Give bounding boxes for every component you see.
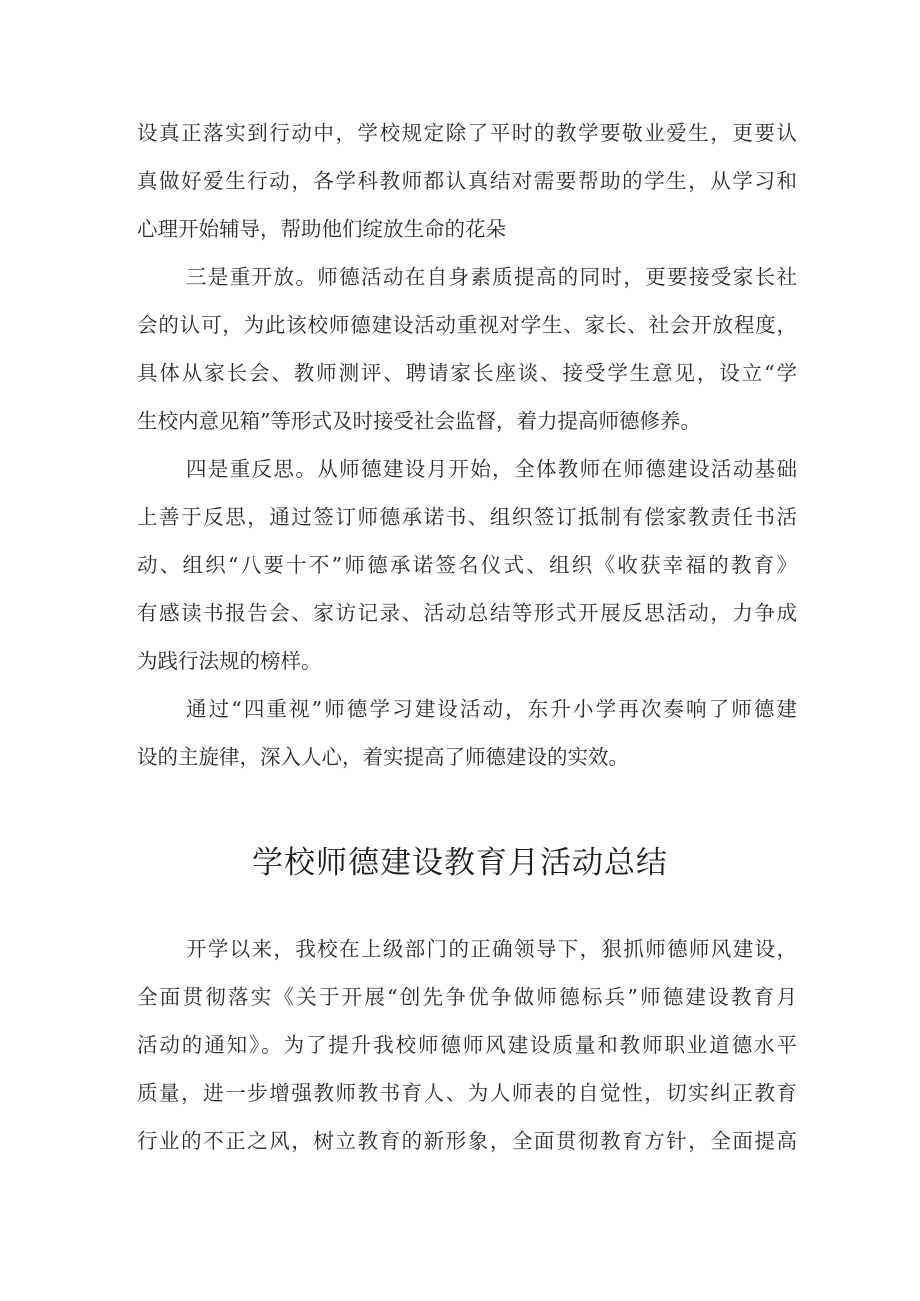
paragraph-line: 会的认可，为此该校师德建设活动重视对学生、家长、社会开放程度， — [137, 313, 797, 337]
paragraph-line: 全面贯彻落实《关于开展“创先争优争做师德标兵”师德建设教育月 — [137, 985, 797, 1009]
paragraph-line: 活动的通知》。为了提升我校师德师风建设质量和教师职业道德水平 — [137, 1033, 797, 1057]
paragraph-line: 设的主旋律，深入人心，着实提高了师德建设的实效。 — [137, 745, 629, 769]
paragraph-line: 质量，进一步增强教师教书育人、为人师表的自觉性，切实纠正教育 — [137, 1081, 797, 1105]
paragraph-line: 行业的不正之风，树立教育的新形象，全面贯彻教育方针，全面提高 — [137, 1129, 797, 1153]
paragraph-line: 心理开始辅导，帮助他们绽放生命的花朵 — [137, 217, 506, 241]
paragraph-line: 开学以来，我校在上级部门的正确领导下，狠抓师德师风建设， — [186, 937, 797, 961]
paragraph-line: 有感读书报告会、家访记录、活动总结等形式开展反思活动，力争成 — [137, 601, 797, 625]
paragraph-line: 生校内意见箱”等形式及时接受社会监督，着力提高师德修养。 — [137, 409, 701, 433]
paragraph-line: 上善于反思，通过签订师德承诺书、组织签订抵制有偿家教责任书活 — [137, 505, 797, 529]
paragraph-line: 设真正落实到行动中，学校规定除了平时的教学要敬业爱生，更要认 — [137, 121, 797, 145]
paragraph-line: 为践行法规的榜样。 — [137, 649, 322, 673]
paragraph-line: 三是重开放。师德活动在自身素质提高的同时，更要接受家长社 — [186, 265, 797, 289]
paragraph-line: 通过“四重视”师德学习建设活动，东升小学再次奏响了师德建 — [186, 697, 797, 721]
paragraph-line: 真做好爱生行动，各学科教师都认真结对需要帮助的学生，从学习和 — [137, 169, 797, 193]
paragraph-line: 四是重反思。从师德建设月开始，全体教师在师德建设活动基础 — [186, 457, 797, 481]
paragraph-line: 动、组织“八要十不”师德承诺签名仪式、组织《收获幸福的教育》 — [137, 553, 797, 577]
paragraph-line: 具体从家长会、教师测评、聘请家长座谈、接受学生意见，设立“学 — [137, 361, 797, 385]
article-title: 学校师德建设教育月活动总结 — [252, 845, 668, 881]
